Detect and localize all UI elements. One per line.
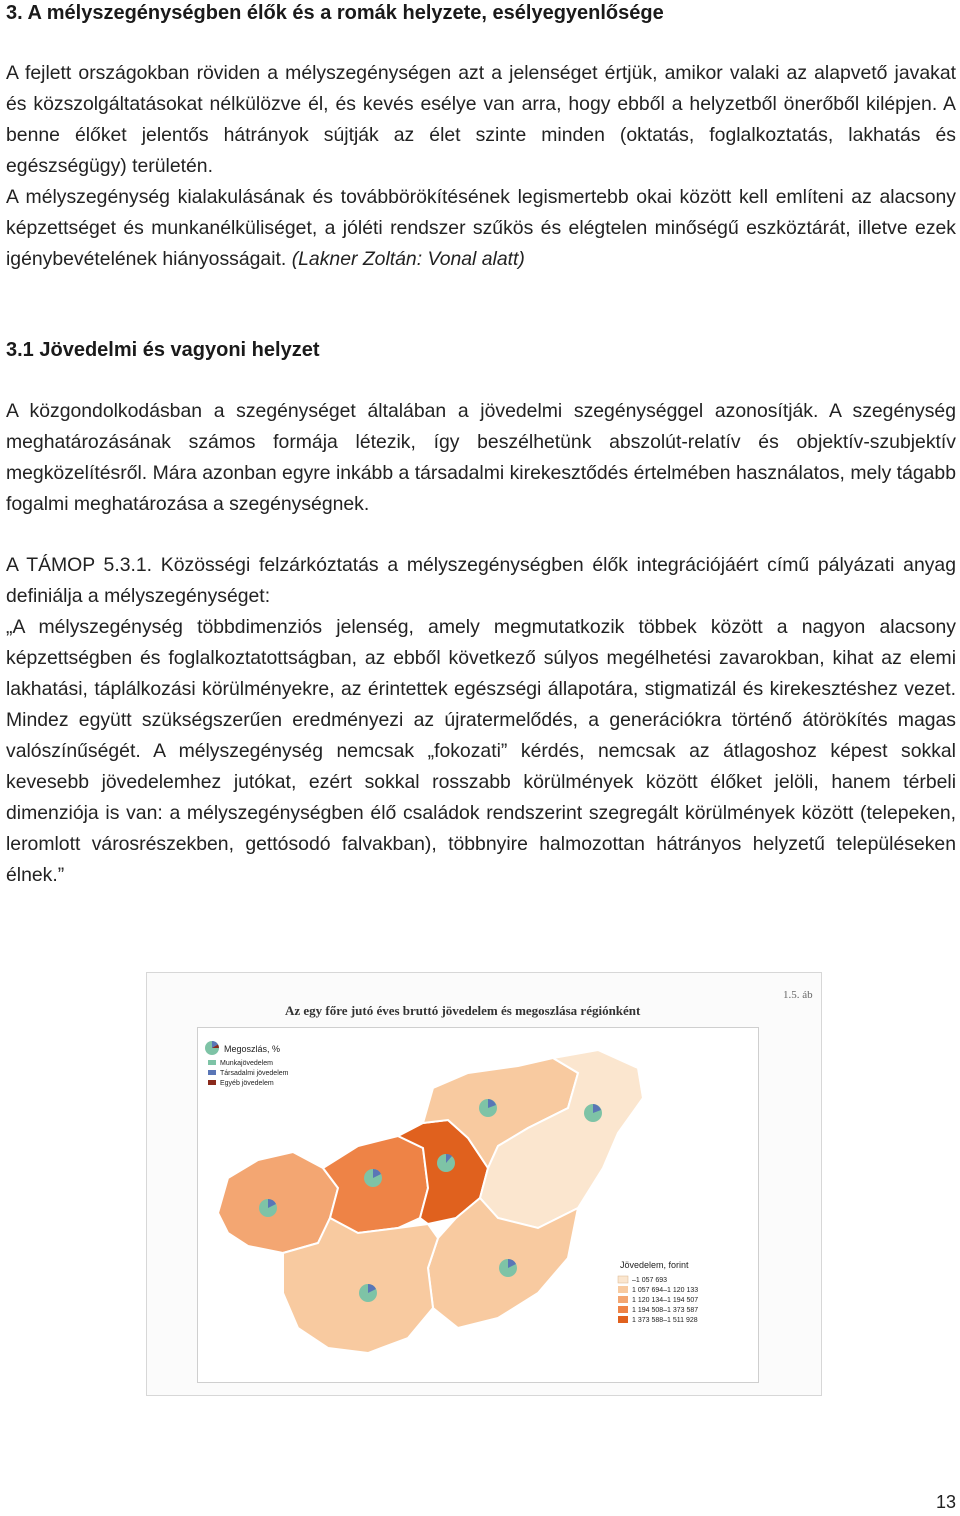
paragraph-tamop: A TÁMOP 5.3.1. Közösségi felzárkóztatás a mélyszegénységben élők integrációjáért című pályázati anyag definiálja a mélyszegénységet:	[6, 554, 956, 607]
income-swatch-3	[618, 1296, 628, 1303]
pie-eszak-magyarorszag	[479, 1099, 497, 1117]
legend-swatch-work	[208, 1060, 216, 1065]
pie-kozep-dunantul	[364, 1169, 382, 1187]
income-label-1: –1 057 693	[632, 1277, 668, 1284]
legend-pie-icon	[205, 1041, 219, 1055]
income-swatch-1	[618, 1276, 628, 1283]
income-label-3: 1 120 134–1 194 507	[632, 1297, 699, 1304]
income-label-4: 1 194 508–1 373 587	[632, 1307, 699, 1314]
income-swatch-2	[618, 1286, 628, 1293]
pie-legend-title: Megoszlás, %	[224, 1044, 281, 1054]
legend-swatch-other	[208, 1080, 216, 1085]
section-heading: 3. A mélyszegénységben élők és a romák helyzete, esélyegyenlősége	[6, 2, 664, 24]
pie-del-alfold	[499, 1259, 517, 1277]
pie-kozep-magyarorszag	[437, 1154, 455, 1172]
paragraph-quote: „A mélyszegénység többdimenziós jelenség, amely megmutatkozik többek között a nagyon alacsony képzettségben és foglalkoztatottságban, az ebből következő súlyos megélhetési zavarokban, kihat az elemi lakhatási, táplálkozási körülményekre, az érintettek egészségi állapotára, stigmatizál és kirekesztéshez vezet. Mindez együtt szükségszerűen eredményezi az újratermelődés, a generációkra történő átörökítés magas valószínűségét. A mélyszegénység nemcsak „fokozati” kérdés, nemcsak az átlagoshoz képest sokkal kevesebb jövedelemhez jutókat, ezért sokkal rosszabb körülmények között élőket jelöli, hanem térbeli dimenziója is van: a mélyszegénységben élő családok rendszerint szegregált körülmények között (telepeken, leromlott városrészekben, gettósodó falvakban), többnyire halmozottan hátrányos helyzetű településeken élnek.”	[6, 616, 956, 886]
paragraph-causes	[6, 182, 956, 275]
page-number: 13	[935, 1492, 956, 1512]
pie-legend	[205, 1041, 289, 1087]
income-swatch-4	[618, 1306, 628, 1313]
income-map-figure	[146, 972, 822, 1396]
income-swatch-5	[618, 1316, 628, 1323]
legend-label-other: Egyéb jövedelem	[220, 1080, 274, 1087]
pie-del-dunantul	[359, 1284, 377, 1302]
income-legend-title: Jövedelem, forint	[620, 1260, 689, 1270]
map-frame	[197, 1027, 759, 1383]
figure-title: Az egy főre jutó éves bruttó jövedelem és megoszlása régiónként	[285, 1003, 641, 1018]
legend-label-social: Társadalmi jövedelem	[220, 1070, 289, 1077]
hungary-region-map	[198, 1028, 758, 1382]
citation: (Lakner Zoltán: Vonal alatt)	[291, 248, 525, 270]
legend-swatch-social	[208, 1070, 216, 1075]
paragraph-definition: A fejlett országokban röviden a mélyszegénységen azt a jelenséget értjük, amikor valaki az alapvető javakat és közszolgáltatásokat nélkülözve él, és kevés esélye van arra, hogy ebből a helyzetből önerőből kilépjen. A benne élőket jelentős hátrányok sújtják az élet szinte minden (oktatás, foglalkoztatás, lakhatás és egészségügy) területén.	[6, 62, 956, 177]
income-label-5: 1 373 588–1 511 928	[632, 1317, 698, 1324]
legend-label-work: Munkajövedelem	[220, 1060, 273, 1067]
pie-nyugat-dunantul	[259, 1199, 277, 1217]
paragraph-causes-text: A mélyszegénység kialakulásának és továbbörökítésének legismertebb okai között kell említeni az alacsony képzettséget és munkanélküliséget, a jóléti rendszer szűkös és elégtelen minőségű eszköztárát, illetve ezek igénybevételének hiányosságait.	[6, 186, 956, 270]
figure-reference: 1.5. áb	[783, 989, 813, 1001]
paragraph-income: A közgondolkodásban a szegénységet általában a jövedelmi szegénységgel azonosítják. A szegénység meghatározásának számos formája létezik, így beszélhetünk abszolút-relatív és objektív-szubjektív megközelítésről. Mára azonban egyre inkább a társadalmi kirekesztődés értelmében használatos, mely tágabb fogalmi meghatározása a szegénységnek.	[6, 400, 956, 515]
income-label-2: 1 057 694–1 120 133	[632, 1287, 699, 1294]
pie-eszak-alfold	[584, 1104, 602, 1122]
income-legend	[618, 1260, 698, 1324]
subsection-heading: 3.1 Jövedelmi és vagyoni helyzet	[6, 339, 320, 361]
